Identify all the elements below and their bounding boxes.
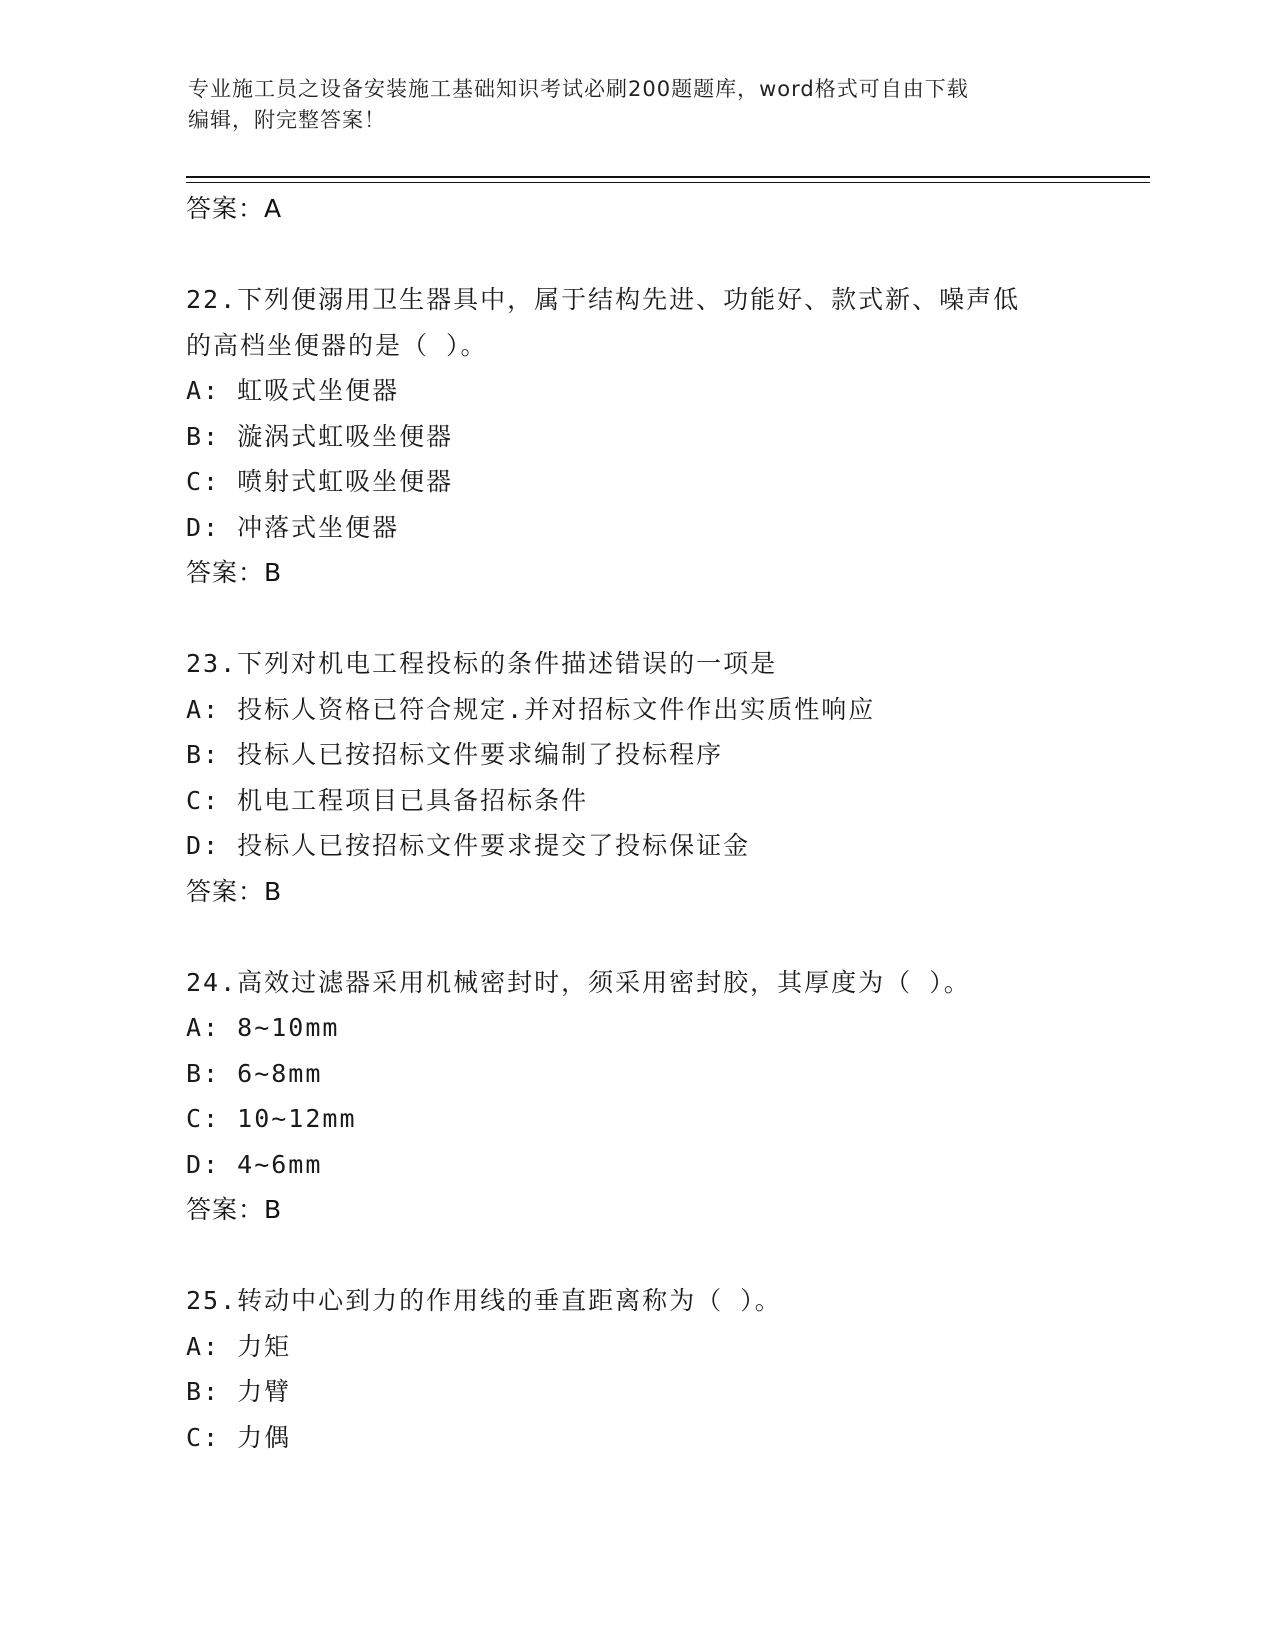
answer: 答案：B (186, 558, 283, 587)
option-a: A: 虹吸式坐便器 (186, 376, 400, 405)
answer: 答案：B (186, 1195, 283, 1224)
option-b: B: 力臂 (186, 1377, 292, 1406)
header-line-2: 编辑，附完整答案！ (188, 108, 386, 132)
option-d: D: 冲落式坐便器 (186, 512, 400, 542)
spacer (186, 1233, 1146, 1279)
option-b: B: 投标人已按招标文件要求编制了投标程序 (186, 740, 724, 769)
option-c: C: 10~12mm (186, 1104, 357, 1133)
spacer (186, 914, 1146, 960)
document-header (188, 74, 1088, 136)
option-d: D: 投标人已按招标文件要求提交了投标保证金 (186, 831, 751, 860)
question-22 (186, 277, 1146, 596)
option-b: B: 漩涡式虹吸坐便器 (186, 421, 454, 451)
question-24 (186, 960, 1146, 1233)
option-d: D: 4~6mm (186, 1149, 323, 1179)
question-text: 22.下列便溺用卫生器具中，属于结构先进、功能好、款式新、噪声低 (186, 285, 1021, 314)
question-text-cont: 的高档坐便器的是（ ）。 (186, 330, 488, 360)
question-list (186, 186, 1146, 1460)
question-25 (186, 1278, 1146, 1460)
answer: 答案：B (186, 876, 283, 906)
spacer (186, 596, 1146, 642)
question-text: 24.高效过滤器采用机械密封时，须采用密封胶，其厚度为（ ）。 (186, 967, 971, 997)
question-23 (186, 641, 1146, 914)
answer-previous: 答案：A (186, 194, 283, 223)
header-divider-thick (186, 176, 1150, 178)
option-a: A: 力矩 (186, 1331, 292, 1361)
spacer (186, 232, 1146, 278)
question-text: 23.下列对机电工程投标的条件描述错误的一项是 (186, 649, 778, 678)
option-b: B: 6~8mm (186, 1058, 323, 1088)
option-a: A: 投标人资格已符合规定.并对招标文件作出实质性响应 (186, 694, 876, 724)
option-c: C: 机电工程项目已具备招标条件 (186, 785, 589, 815)
header-divider-thin (186, 182, 1150, 183)
question-text: 25.转动中心到力的作用线的垂直距离称为（ ）。 (186, 1286, 782, 1315)
header-line-1: 专业施工员之设备安装施工基础知识考试必刷200题题库，word格式可自由下载 (188, 77, 969, 101)
option-c: C: 喷射式虹吸坐便器 (186, 467, 454, 496)
option-c: C: 力偶 (186, 1422, 292, 1452)
option-a: A: 8~10mm (186, 1013, 340, 1042)
